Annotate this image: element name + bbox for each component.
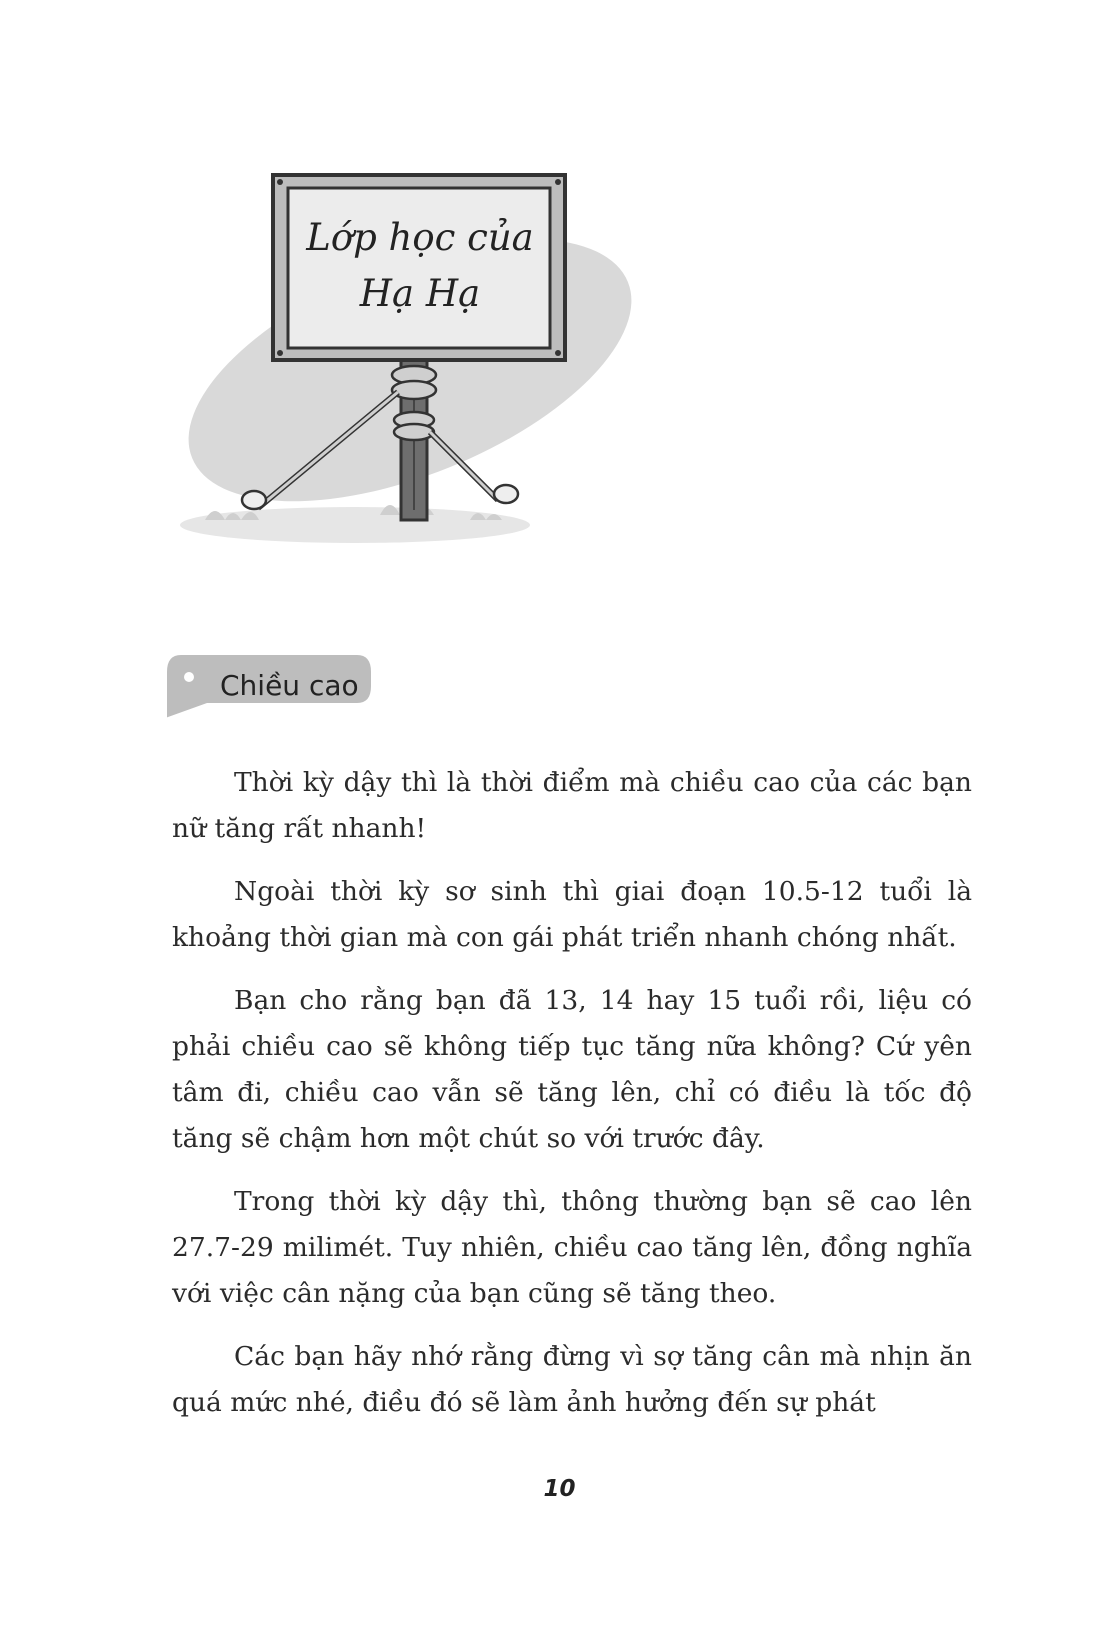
signboard-line-2: Hạ Hạ: [359, 272, 481, 315]
page-number: 10: [543, 1476, 576, 1502]
paragraph: Ngoài thời kỳ sơ sinh thì giai đoạn 10.5-12 tuổi là khoảng thời gian mà con gái phát triển nhanh chóng nhất.: [172, 876, 972, 953]
signboard-line-1: Lớp học của: [306, 216, 534, 259]
section-heading: Chiều cao: [220, 669, 359, 702]
paragraph: Trong thời kỳ dậy thì, thông thường bạn sẽ cao lên 27.7-29 milimét. Tuy nhiên, chiều cao tăng lên, đồng nghĩa với việc cân nặng của bạn cũng sẽ tăng theo.: [172, 1186, 972, 1309]
paragraph: Bạn cho rằng bạn đã 13, 14 hay 15 tuổi rồi, liệu có phải chiều cao sẽ không tiếp tục tăng nữa không? Cứ yên tâm đi, chiều cao vẫn sẽ tăng lên, chỉ có điều là tốc độ tăng sẽ chậm hơn một chút so với trước đây.: [172, 985, 972, 1154]
body-text: [172, 760, 972, 1443]
paragraph: Các bạn hãy nhớ rằng đừng vì sợ tăng cân mà nhịn ăn quá mức nhé, điều đó sẽ làm ảnh hưởng đến sự phát: [172, 1341, 972, 1418]
signboard-text: [300, 210, 540, 322]
paragraph: Thời kỳ dậy thì là thời điểm mà chiều cao của các bạn nữ tăng rất nhanh!: [172, 767, 972, 844]
